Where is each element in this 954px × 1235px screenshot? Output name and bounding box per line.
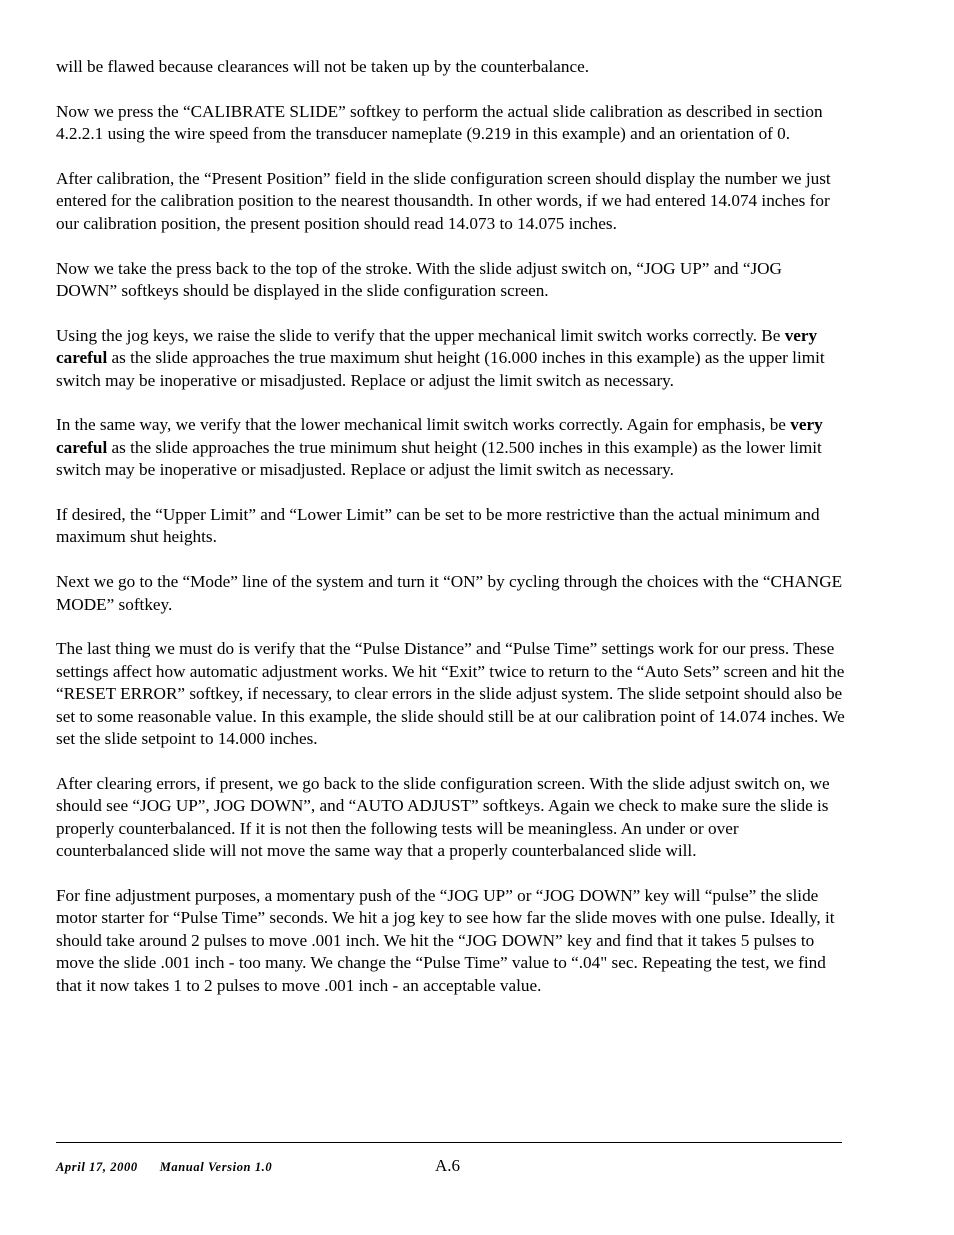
paragraph — [56, 325, 846, 392]
footer-version: Manual Version 1.0 — [159, 1160, 273, 1174]
emphasis-text: very careful — [56, 415, 823, 457]
paragraph: After calibration, the “Present Position” field in the slide configuration screen should display the number we just entered for the calibration position to the nearest thousandth. In other words, if we had entered 14.074 inches for our calibration position, the present position should read 14.073 to 14.075 inches. — [56, 169, 831, 233]
paragraph: The last thing we must do is verify that the “Pulse Distance” and “Pulse Time” settings work for our press. These settings affect how automatic adjustment works. We hit “Exit” twice to return to the “Auto Sets” screen and hit the “RESET ERROR” softkey, if necessary, to clear errors in the slide adjust system. The slide setpoint should also be set to some reasonable value. In this example, the slide should still be at our calibration point of 14.074 inches. We set the slide setpoint to 14.000 inches. — [56, 639, 845, 749]
paragraph: Now we take the press back to the top of the stroke. With the slide adjust switch on, “JOG UP” and “JOG DOWN” softkeys should be displayed in the slide configuration screen. — [56, 258, 782, 301]
footer-date: April 17, 2000 — [56, 1160, 138, 1174]
text-run: as the slide approaches the true minimum shut height (12.500 inches in this example) as the lower limit switch may be inoperative or misadjusted. Replace or adjust the limit switch as necessary. — [56, 437, 822, 480]
text-run: as the slide approaches the true maximum shut height (16.000 inches in this example) as the upper limit switch may be inoperative or misadjusted. Replace or adjust the limit switch as necessary. — [56, 348, 825, 390]
paragraph: Next we go to the “Mode” line of the system and turn it “ON” by cycling through the choices with the “CHANGE MODE” softkey. — [56, 572, 843, 614]
text-run: In the same way, we verify that the lower mechanical limit switch works correctly. Again for emphasis, be — [56, 415, 791, 435]
footer-divider — [56, 1142, 842, 1143]
footer-info — [56, 1160, 272, 1175]
document-body — [56, 56, 846, 1019]
paragraph: For fine adjustment purposes, a momentary push of the “JOG UP” or “JOG DOWN” key will “pulse” the slide motor starter for “Pulse Time” seconds. We hit a jog key to see how far the slide moves with one pulse. Ideally, it should take around 2 pulses to move .001 inch. We hit the “JOG DOWN” key and find that it takes 5 pulses to move the slide .001 inch - too many. We change the “Pulse Time” value to “.04" sec. Repeating the test, we find that it now takes 1 to 2 pulses to move .001 inch - an acceptable value. — [56, 885, 835, 995]
emphasis-text: very careful — [56, 325, 818, 368]
paragraph: If desired, the “Upper Limit” and “Lower Limit” can be set to be more restrictive than the actual minimum and maximum shut heights. — [56, 505, 820, 547]
paragraph: Now we press the “CALIBRATE SLIDE” softkey to perform the actual slide calibration as described in section 4.2.2.1 using the wire speed from the transducer nameplate (9.219 in this example) and an orientation of 0. — [56, 101, 823, 144]
text-run: Using the jog keys, we raise the slide to verify that the upper mechanical limit switch works correctly. Be — [56, 325, 785, 345]
paragraph — [56, 414, 846, 481]
page-number: A.6 — [435, 1156, 461, 1175]
paragraph: will be flawed because clearances will not be taken up by the counterbalance. — [56, 57, 590, 76]
paragraph: After clearing errors, if present, we go back to the slide configuration screen. With the slide adjust switch on, we should see “JOG UP”, JOG DOWN”, and “AUTO ADJUST” softkeys. Again we check to make sure the slide is properly counterbalanced. If it is not then the following tests will be meaningless. An under or over counterbalanced slide will not move the same way that a properly counterbalanced slide will. — [56, 773, 830, 861]
